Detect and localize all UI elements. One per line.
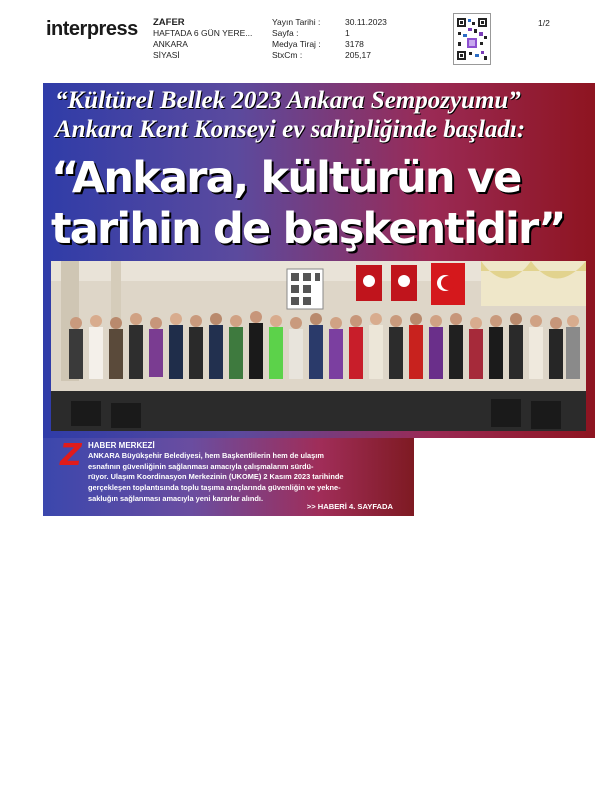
publication-category: SİYASİ: [153, 50, 180, 60]
stxcm-value: 205,17: [345, 50, 371, 60]
continued-reference: >> HABERİ 4. SAYFADA: [306, 502, 393, 511]
kicker-line-2: Ankara Kent Konseyi ev sahipliğinde başladı:: [55, 116, 526, 143]
body-line: gerçekleşen toplantısında toplu taşıma araçlarında güvenliğin ve yekne-: [88, 483, 341, 493]
publication-info: [153, 17, 252, 61]
page-number: 1: [345, 28, 350, 38]
body-line: rüyor. Ulaşım Koordinasyon Merkezinin (UKOME) 2 Kasım 2023 tarihinde: [88, 472, 344, 482]
article-banner: [43, 83, 595, 438]
meta-label: Medya Tiraj :: [272, 39, 321, 49]
meta-values: [345, 17, 387, 61]
page-indicator: 1/2: [538, 18, 550, 28]
body-line: esnafının güvenliğinin sağlanması amacıyla çalışmalarını sürdü-: [88, 461, 314, 471]
byline: HABER MERKEZİ: [88, 441, 155, 450]
headline-line-1: “Ankara, kültürün ve: [51, 153, 521, 203]
headline-line-2: tarihin de başkentidir”: [51, 204, 565, 254]
circulation: 3178: [345, 39, 364, 49]
meta-labels: [272, 17, 321, 61]
group-photo-illustration: [51, 261, 586, 431]
publication-city: ANKARA: [153, 39, 188, 49]
interpress-logo: interpress: [46, 18, 138, 40]
group-photo: [51, 261, 586, 431]
body-line: sakluğın sağlanması amacıyla yeni kararlar alındı.: [88, 493, 264, 503]
publish-date: 30.11.2023: [345, 17, 387, 27]
meta-label: Sayfa :: [272, 28, 299, 38]
body-line: ANKARA Büyükşehir Belediyesi, hem Başkentlilerin hem de ulaşım: [88, 451, 324, 460]
article-summary-box: [43, 438, 414, 516]
qr-code-graphic: [454, 14, 490, 64]
meta-label: StxCm :: [272, 50, 303, 60]
publication-name: ZAFER: [153, 17, 185, 28]
kicker-line-1: “Kültürel Bellek 2023 Ankara Sempozyumu”: [55, 87, 521, 114]
publication-frequency: HAFTADA 6 GÜN YERE...: [153, 28, 253, 38]
article-body: [88, 451, 397, 505]
meta-label: Yayın Tarihi :: [272, 17, 321, 27]
drop-cap-letter: Z: [60, 438, 82, 473]
qr-code: [453, 13, 491, 65]
